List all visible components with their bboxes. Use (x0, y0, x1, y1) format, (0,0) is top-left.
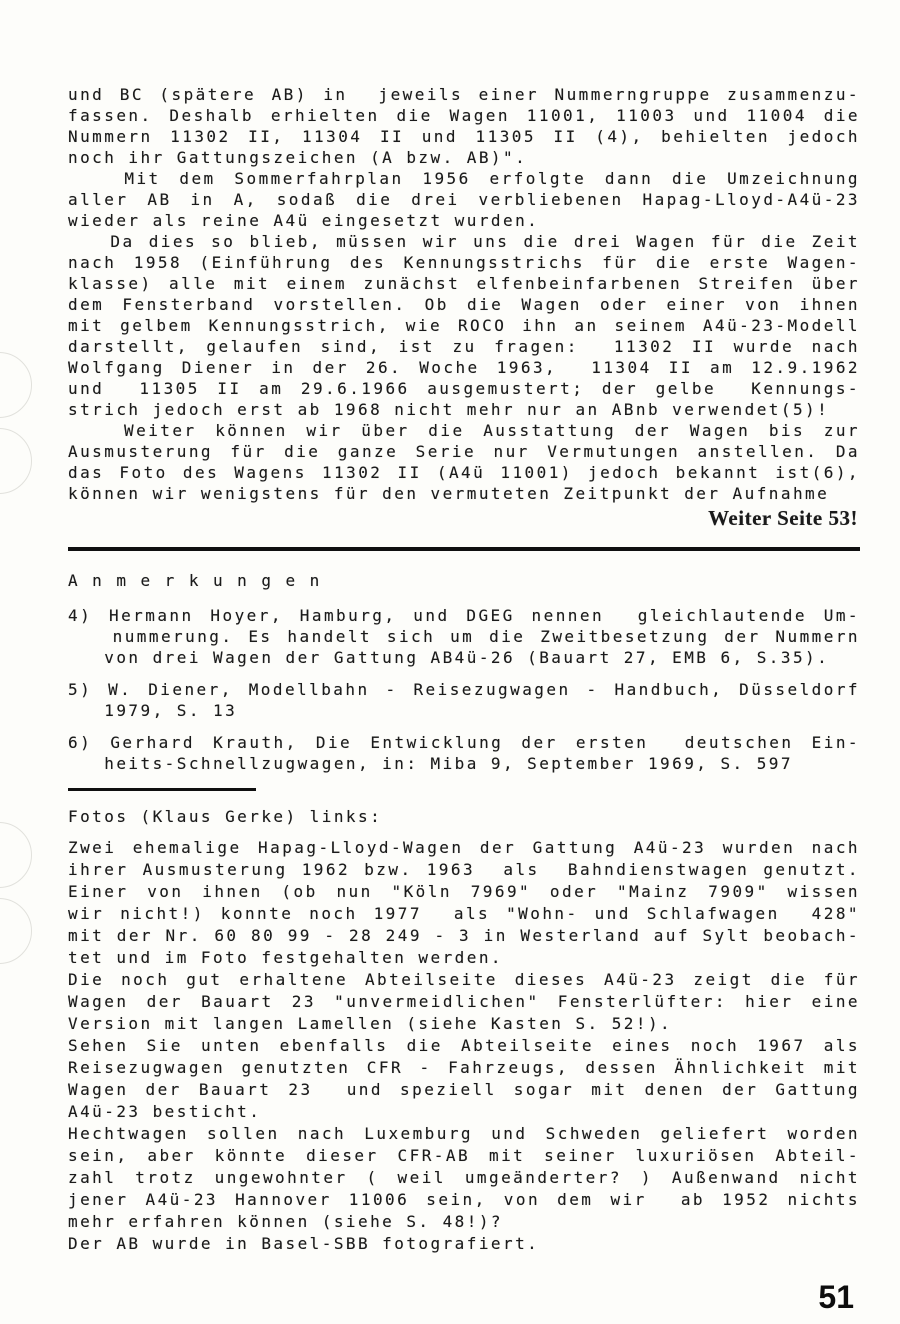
paragraph (68, 1123, 860, 1233)
text-line: Wagen der Bauart 23 "unvermeidlichen" Fensterlüfter: hier eine (68, 992, 860, 1011)
text-line: wieder als reine A4ü eingesetzt wurden. (68, 211, 540, 230)
photos-heading: Fotos (Klaus Gerke) links: (68, 807, 383, 826)
text-line: sein, aber könnte dieser CFR-AB mit seiner luxuriösen Abteil- (68, 1146, 860, 1165)
text-line: mehr erfahren können (siehe S. 48!)? (68, 1212, 503, 1231)
text-line: mit gelbem Kennungsstrich, wie ROCO ihn an seinem A4ü-23-Modell (68, 316, 860, 335)
divider-rule (68, 547, 860, 551)
text-line: Zwei ehemalige Hapag-Lloyd-Wagen der Gattung A4ü-23 wurden nach (68, 838, 860, 857)
text-line: Version mit langen Lamellen (siehe Kasten S. 52!). (68, 1014, 673, 1033)
text-line: strich jedoch erst ab 1968 nicht mehr nur an ABnb verwendet(5)! (68, 400, 830, 419)
text-line: 6) Gerhard Krauth, Die Entwicklung der ersten deutschen Ein- (68, 733, 860, 752)
paragraph (68, 231, 860, 420)
paragraph (68, 837, 860, 969)
text-line: nach 1958 (Einführung des Kennungsstrichs für die erste Wagen- (68, 253, 860, 272)
paragraph (68, 679, 860, 721)
punch-hole-mark (0, 352, 32, 418)
paragraph (68, 84, 860, 168)
text-line: Nummern 11302 II, 11304 II und 11305 II (4), behielten jedoch (68, 127, 860, 146)
text-line: und BC (spätere AB) in jeweils einer Nummerngruppe zusammenzu- (68, 85, 860, 104)
text-line: und 11305 II am 29.6.1966 ausgemustert; der gelbe Kennungs- (68, 379, 860, 398)
text-line: Die noch gut erhaltene Abteilseite dieses A4ü-23 zeigt die für (68, 970, 860, 989)
paragraph (68, 732, 860, 774)
text-line: ihrer Ausmusterung 1962 bzw. 1963 als Bahndienstwagen genutzt. (68, 860, 860, 879)
text-line: Weiter können wir über die Ausstattung der Wagen bis zur (68, 421, 860, 440)
text-line: darstellt, gelaufen sind, ist zu fragen: 11302 II wurde nach (68, 337, 860, 356)
annotations-heading: A n m e r k u n g e n (68, 571, 322, 590)
content-column (68, 84, 860, 1255)
text-line: jener A4ü-23 Hannover 11006 sein, von dem wir ab 1952 nichts (68, 1190, 860, 1209)
text-line: Wagen der Bauart 23 und speziell sogar mit denen der Gattung (68, 1080, 860, 1099)
paragraph (68, 969, 860, 1035)
text-line: von drei Wagen der Gattung AB4ü-26 (Bauart 27, EMB 6, S.35). (68, 648, 830, 667)
text-line: können wir wenigstens für den vermuteten Zeitpunkt der Aufnahme (68, 484, 830, 503)
text-line: Ausmusterung für die ganze Serie nur Vermutungen anstellen. Da (68, 442, 860, 461)
text-line: Einer von ihnen (ob nun "Köln 7969" oder "Mainz 7909" wissen (68, 882, 860, 901)
text-line: Hechtwagen sollen nach Luxemburg und Schweden geliefert worden (68, 1124, 860, 1143)
paragraph (68, 1035, 860, 1123)
text-line: Da dies so blieb, müssen wir uns die drei Wagen für die Zeit (68, 232, 860, 251)
paragraph (68, 605, 860, 668)
continuation-note: Weiter Seite 53! (708, 506, 858, 530)
text-line: 5) W. Diener, Modellbahn - Reisezugwagen - Handbuch, Düsseldorf (68, 680, 860, 699)
page-number: 51 (818, 1279, 854, 1315)
paragraph (68, 420, 860, 504)
text-line: dem Fensterband vorstellen. Ob die Wagen oder einer von ihnen (68, 295, 860, 314)
text-line: Wolfgang Diener in der 26. Woche 1963, 11304 II am 12.9.1962 (68, 358, 860, 377)
photo-captions (68, 837, 860, 1255)
paragraph (68, 1233, 860, 1255)
text-line: 1979, S. 13 (68, 701, 238, 720)
text-line: Der AB wurde in Basel-SBB fotografiert. (68, 1234, 540, 1253)
paragraph (68, 168, 860, 231)
text-line: wir nicht!) konnte noch 1977 als "Wohn- und Schlafwagen 428" (68, 904, 860, 923)
text-line: noch ihr Gattungszeichen (A bzw. AB)". (68, 148, 528, 167)
text-line: tet und im Foto festgehalten werden. (68, 948, 503, 967)
footnotes (68, 605, 860, 774)
punch-hole-mark (0, 898, 32, 964)
text-line: nummerung. Es handelt sich um die Zweitbesetzung der Nummern (68, 627, 860, 646)
punch-hole-mark (0, 822, 32, 888)
text-line: Mit dem Sommerfahrplan 1956 erfolgte dann die Umzeichnung (68, 169, 860, 188)
text-line: Sehen Sie unten ebenfalls die Abteilseite eines noch 1967 als (68, 1036, 860, 1055)
text-line: das Foto des Wagens 11302 II (A4ü 11001) jedoch bekannt ist(6), (68, 463, 860, 482)
text-line: zahl trotz ungewohnter ( weil umgeänderter? ) Außenwand nicht (68, 1168, 860, 1187)
punch-hole-mark (0, 428, 32, 494)
text-line: A4ü-23 besticht. (68, 1102, 262, 1121)
text-line: Reisezugwagen genutzten CFR - Fahrzeugs, dessen Ähnlichkeit mit (68, 1058, 860, 1077)
text-line: heits-Schnellzugwagen, in: Miba 9, September 1969, S. 597 (68, 754, 793, 773)
text-line: 4) Hermann Hoyer, Hamburg, und DGEG nennen gleichlautende Um- (68, 606, 860, 625)
main-text (68, 84, 860, 504)
text-line: aller AB in A, sodaß die drei verbliebenen Hapag-Lloyd-A4ü-23 (68, 190, 860, 209)
text-line: mit der Nr. 60 80 99 - 28 249 - 3 in Westerland auf Sylt beobach- (68, 926, 860, 945)
text-line: fassen. Deshalb erhielten die Wagen 11001, 11003 und 11004 die (68, 106, 860, 125)
text-line: klasse) alle mit einem zunächst elfenbeinfarbenen Streifen über (68, 274, 860, 293)
short-divider-rule (68, 788, 256, 791)
